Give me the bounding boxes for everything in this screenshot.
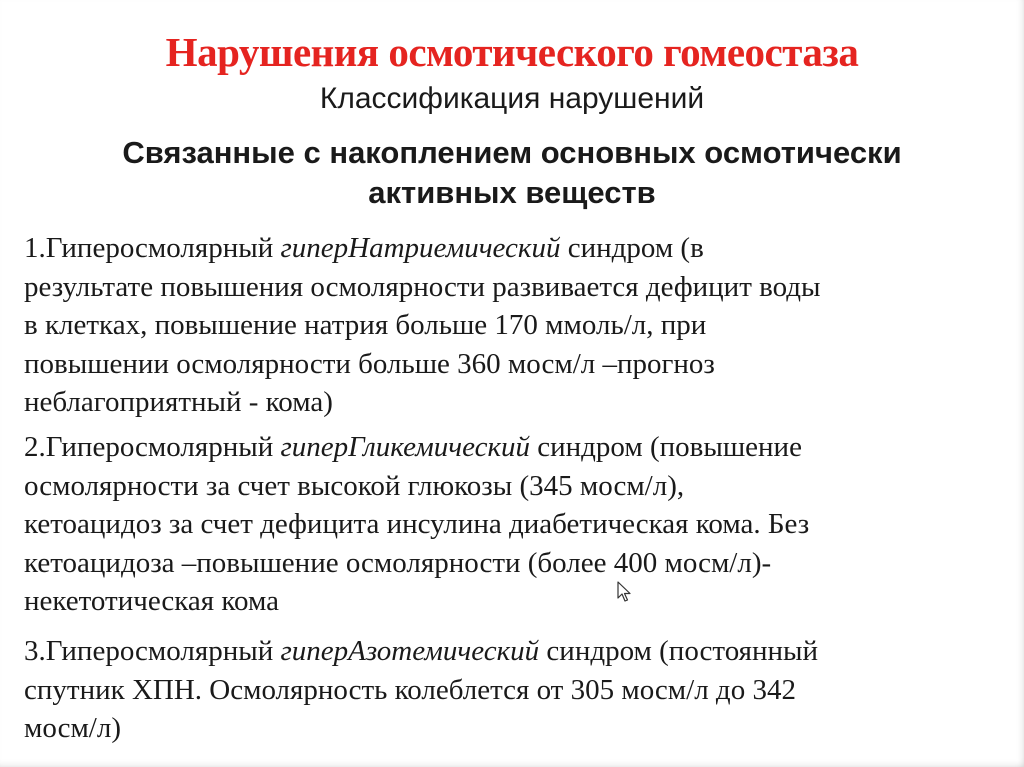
list-item-suffix: синдром (постоянный: [539, 635, 819, 667]
section-heading: [20, 133, 1004, 213]
list-item-line: спутник ХПН. Осмолярность колеблется от 305 мосм/л до 342: [24, 673, 796, 706]
list-item-line: кетоацидоз за счет дефицита инсулина диабетическая кома. Без: [24, 508, 810, 540]
list-item-first-line: [24, 632, 999, 671]
list-item-suffix: синдром (в: [560, 232, 704, 264]
slide-title: Нарушения осмотического гомеостаза: [165, 29, 859, 75]
list-item-first-line: [24, 229, 999, 268]
list-item-line: некетотическая кома: [24, 585, 279, 617]
list-item-line: повышении осмолярности больше 360 мосм/л –прогноз: [24, 347, 715, 380]
list-item-term: гиперГликемический: [280, 431, 531, 463]
list-item-term: гиперАзотемический: [280, 635, 540, 667]
section-heading-line: Связанные с накоплением основных осмотически: [122, 135, 902, 170]
slide-subtitle: Классификация нарушений: [319, 82, 705, 115]
list-item-term: гиперНатриемический: [280, 232, 561, 264]
list-item-line: осмолярности за счет высокой глюкозы (345 мосм/л),: [24, 469, 685, 502]
list-item-line: кетоацидоза –повышение осмолярности (более 400 мосм/л)-: [24, 546, 772, 579]
list-item: [24, 428, 999, 621]
list-item: [24, 229, 999, 422]
list-item-prefix: 1.Гиперосмолярный: [24, 232, 281, 264]
list-item-line: результате повышения осмолярности развивается дефицит воды: [24, 270, 821, 303]
list-item-prefix: 2.Гиперосмолярный: [24, 431, 281, 463]
mouse-pointer-icon: [617, 581, 631, 603]
list-item-prefix: 3.Гиперосмолярный: [24, 635, 281, 667]
list-item-suffix: синдром (повышение: [530, 431, 802, 463]
section-heading-line: активных веществ: [368, 175, 656, 210]
list-item-line: в клетках, повышение натрия больше 170 ммоль/л, при: [24, 309, 707, 341]
list-item-line: неблагоприятный - кома): [24, 386, 333, 418]
list-item-first-line: [24, 428, 999, 467]
list-item: [24, 632, 999, 748]
list-item-line: мосм/л): [24, 712, 121, 744]
